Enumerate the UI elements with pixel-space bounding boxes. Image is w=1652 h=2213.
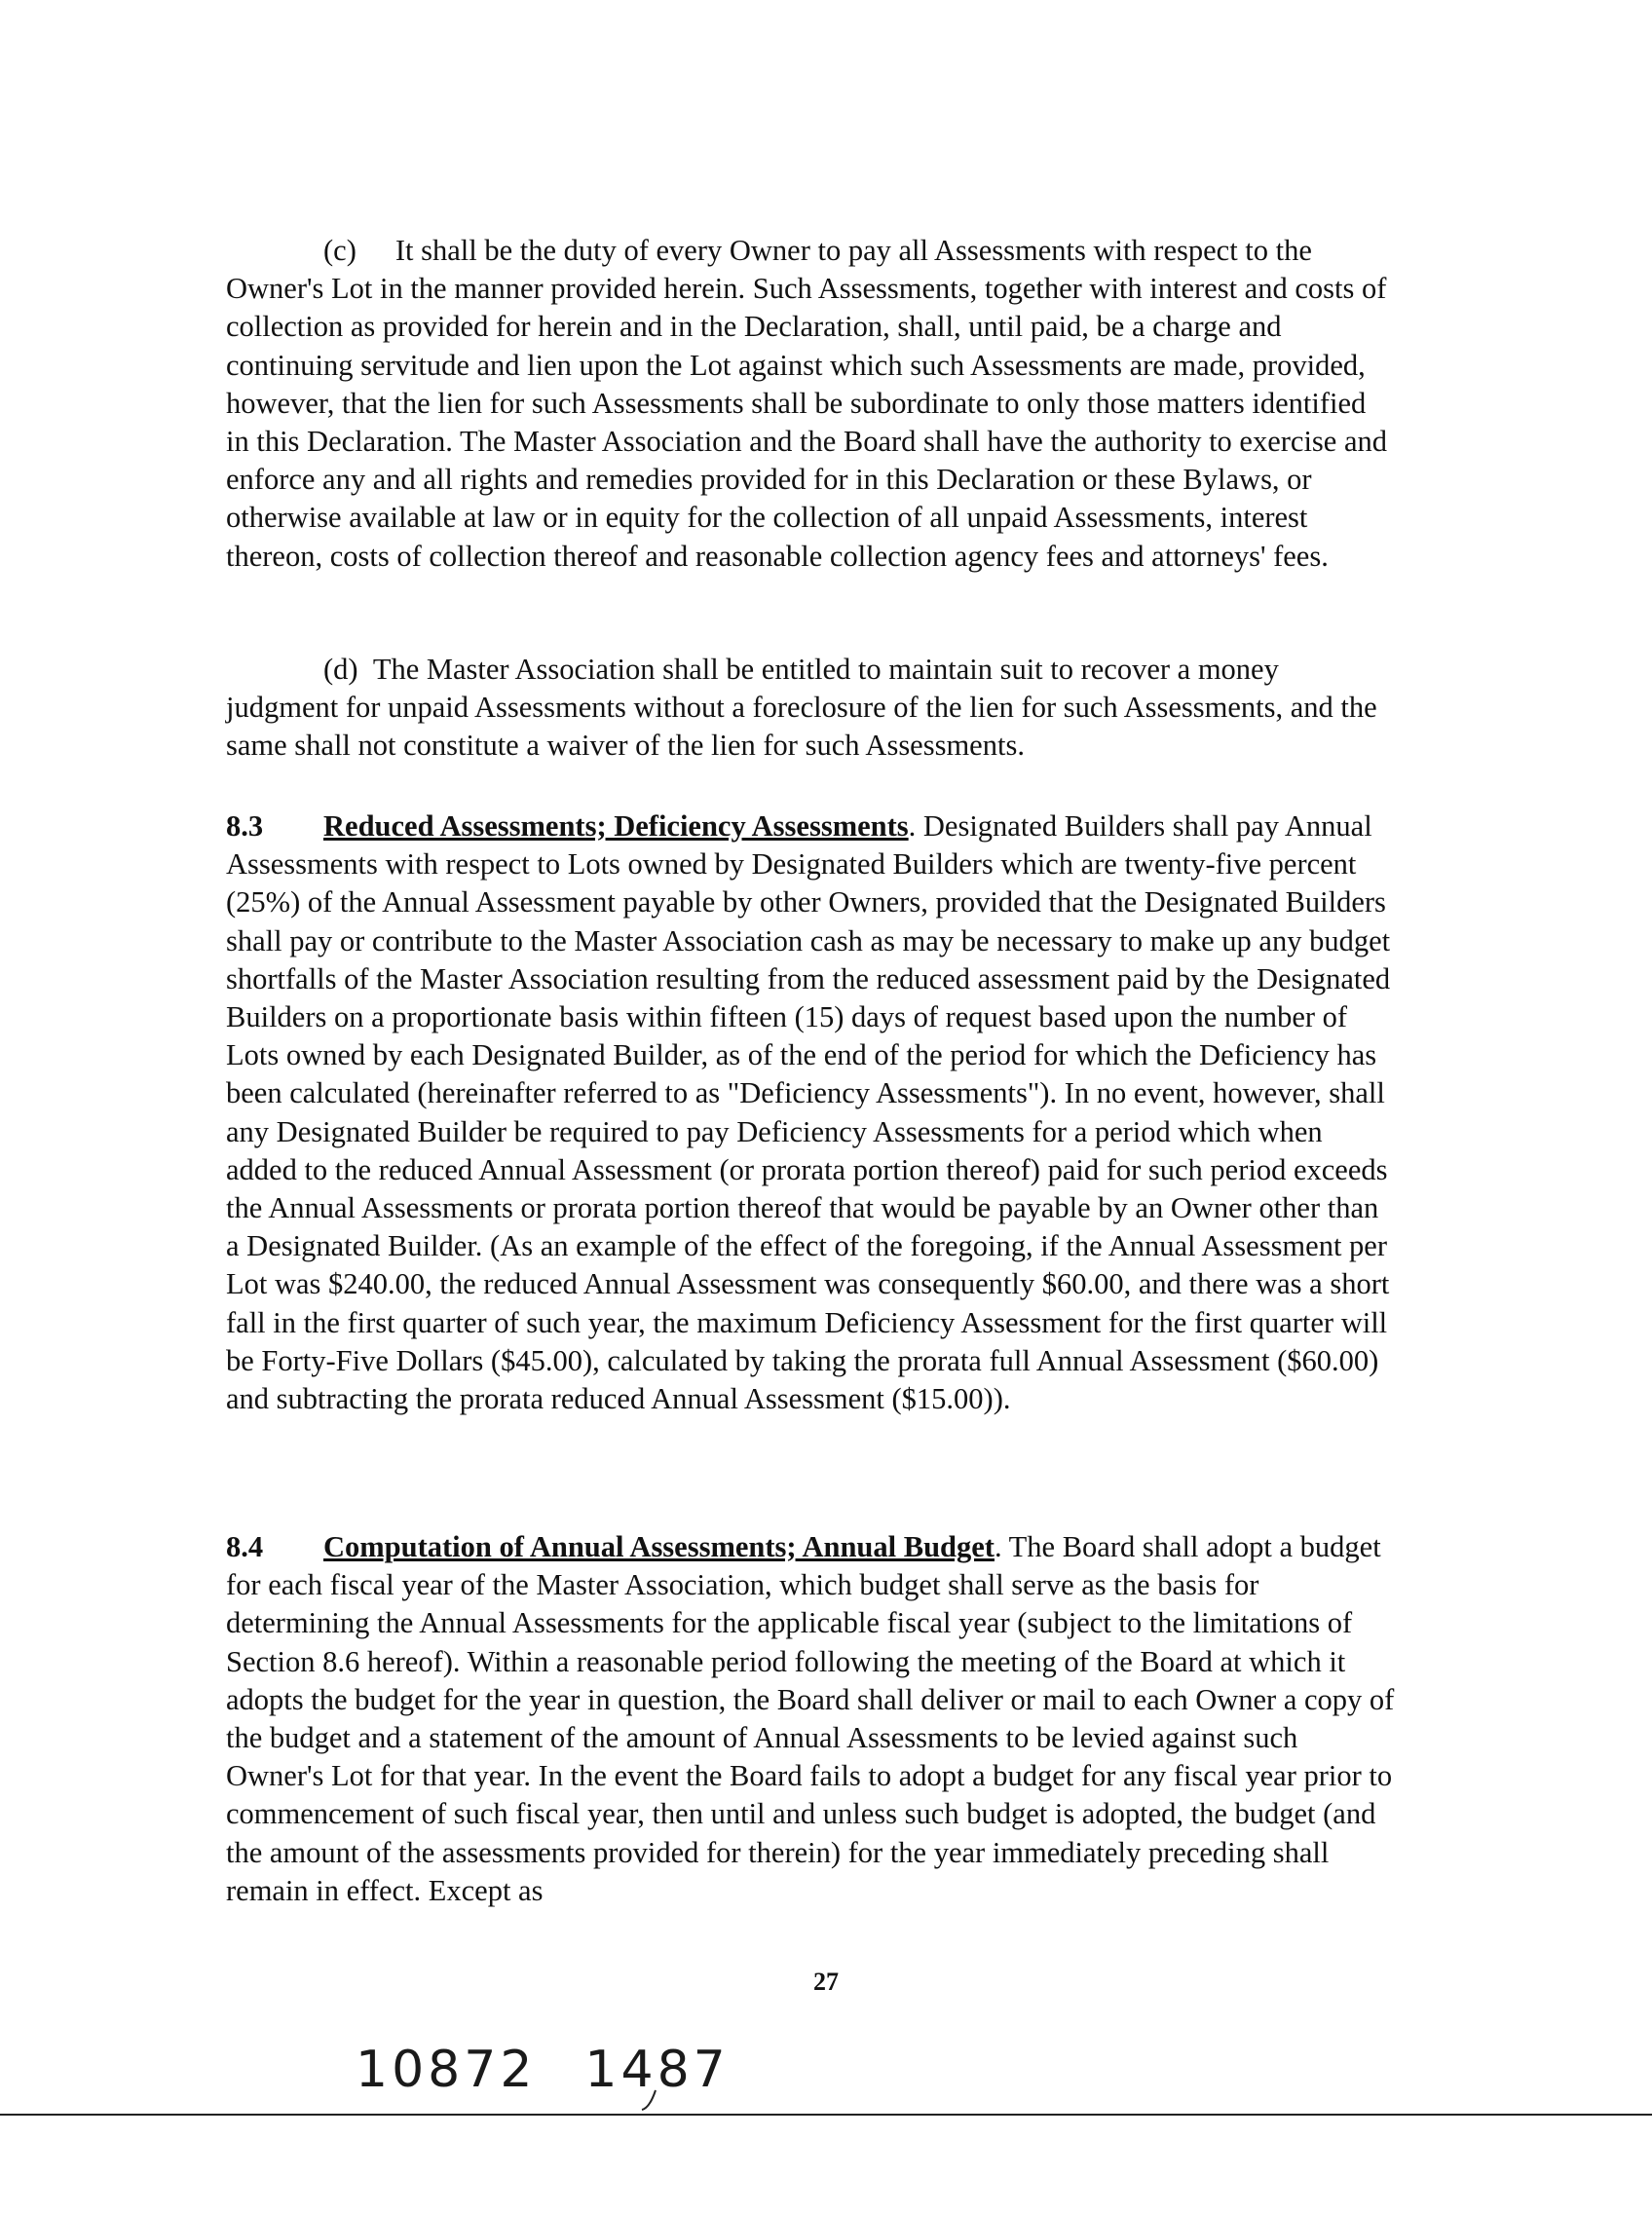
scan-border-line [0, 2114, 1652, 2116]
section-8-3-text: . Designated Builders shall pay Annual Assessments with respect to Lots owned by Designated Builders which are twenty-five percent (25%) of the Annual Assessment payable by other Owners, provided that the Designated Builders shall pay or contribute to the Master Association cash as may be necessary to make up any budget shortfalls of the Master Association resulting from the reduced assessment paid by the Designated Builders on a proportionate basis within fifteen (15) days of request based upon the number of Lots owned by each Designated Builder, as of the end of the period for which the Deficiency has been calculated (hereinafter referred to as "Deficiency Assessments"). In no event, however, shall any Designated Builder be required to pay Deficiency Assessments for a period which when added to the reduced Annual Assessment (or prorata portion thereof) paid for such period exceeds the Annual Assessments or prorata portion thereof that would be payable by an Owner other than a Designated Builder. (As an example of the effect of the foregoing, if the Annual Assessment per Lot was $240.00, the reduced Annual Assessment was consequently $60.00, and there was a short fall in the first quarter of such year, the maximum Deficiency Assessment for the first quarter will be Forty-Five Dollars ($45.00), calculated by taking the prorata full Annual Assessment ($60.00) and subtracting the prorata reduced Annual Assessment ($15.00)). [226, 809, 1391, 1416]
section-8-4-text: . The Board shall adopt a budget for each fiscal year of the Master Association, which budget shall serve as the basis for determining the Annual Assessments for the applicable fiscal year (subject to the limitations of Section 8.6 hereof). Within a reasonable period following the meeting of the Board at which it adopts the budget for the year in question, the Board shall deliver or mail to each Owner a copy of the budget and a statement of the amount of Annual Assessments to be levied against such Owner's Lot for that year. In the event the Board fails to adopt a budget for any fiscal year prior to commencement of such fiscal year, then until and unless such budget is adopted, the budget (and the amount of the assessments provided for therein) for the year immediately preceding shall remain in effect. Except as [226, 1530, 1395, 1907]
section-8-3-title: Reduced Assessments; Deficiency Assessments [323, 809, 909, 843]
section-8-4-number: 8.4 [226, 1530, 264, 1563]
paragraph-c [226, 232, 1395, 576]
paragraph-d [226, 651, 1395, 766]
handwritten-mark [638, 2084, 663, 2114]
record-page-number: 1487 [584, 2041, 730, 2099]
paragraph-d-text: The Master Association shall be entitled to maintain suit to recover a money judgment for unpaid Assessments without a foreclosure of the lien for such Assessments, and the same shall not constitute a waiver of the lien for such Assessments. [226, 653, 1377, 763]
paragraph-d-label: (d) [323, 653, 358, 686]
section-8-4-title: Computation of Annual Assessments; Annual Budget [323, 1530, 995, 1563]
paragraph-c-text: It shall be the duty of every Owner to pay all Assessments with respect to the Owner's Lot in the manner provided herein. Such Assessments, together with interest and costs of collection as provided for herein and in the Declaration, shall, until paid, be a charge and continuing servitude and lien upon the Lot against which such Assessments are made, provided, however, that the lien for such Assessments shall be subordinate to only those matters identified in this Declaration. The Master Association and the Board shall have the authority to exercise and enforce any and all rights and remedies provided for in this Declaration or these Bylaws, or otherwise available at law or in equity for the collection of all unpaid Assessments, interest thereon, costs of collection thereof and reasonable collection agency fees and attorneys' fees. [226, 234, 1387, 573]
page-number: 27 [813, 1968, 839, 1996]
section-8-4 [226, 1528, 1395, 1910]
section-8-3 [226, 807, 1395, 1418]
paragraph-c-label: (c) [323, 234, 357, 267]
section-8-3-number: 8.3 [226, 809, 264, 843]
record-book-number: 10872 [356, 2041, 537, 2099]
recording-stamp [356, 2041, 730, 2099]
